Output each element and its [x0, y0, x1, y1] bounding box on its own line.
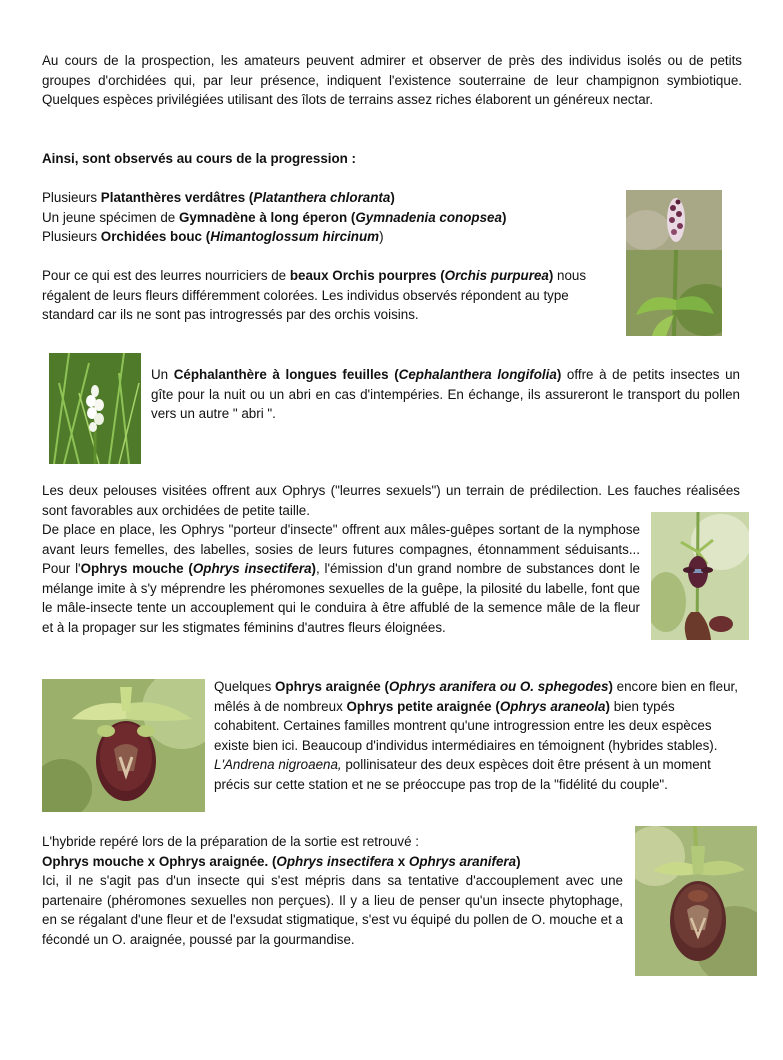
hybride-title: Ophrys mouche x Ophrys araignée. (Ophrys insectifera x Ophrys aranifera)	[42, 853, 521, 869]
ophrys-hybride-photo	[635, 826, 757, 976]
list-item: Un jeune spécimen de Gymnadène à long éperon (Gymnadenia conopsea)	[42, 209, 507, 225]
hybride-section	[42, 832, 623, 950]
purpurea-paragraph: Pour ce qui est des leurres nourriciers de beaux Orchis pourpres (Orchis purpurea) nous régalent de leurs fleurs différemment colorées. Les individus observés répondent au type standard car ils ne sont pas introgressés par des orchis voisins.	[42, 268, 587, 323]
ophrys-intro-paragraph: Les deux pelouses visitées offrent aux Ophrys ("leurres sexuels") un terrain de prédilection. Les fauches réalisées sont favorables aux orchidées de petite taille.	[42, 483, 740, 518]
species-list	[42, 188, 612, 247]
ophrys-mouche-paragraph: De place en place, les Ophrys "porteur d'insecte" offrent aux mâles-guêpes sortant de la nymphose avant leurs femelles, des labelles, sosies de leurs futures compagnes, étonnamment séduisants... Pour l'Ophrys mouche (Ophrys insectifera), l'émission d'un grand nombre de substances dont le mélange imite à s'y méprendre les phéromones sexuelles de la guêpe, la pilosité du labelle, font que le mâle-insecte tente un accouplement qui le conduira à être affublé de la semence mâle de la fleur et à la propager sur les stigmates féminins d'autres fleurs éloignées.	[42, 522, 640, 635]
cephalanthera-photo	[49, 353, 141, 464]
hybride-intro-line: L'hybride repéré lors de la préparation de la sortie est retrouvé :	[42, 834, 419, 849]
orchis-purpurea-photo	[626, 190, 722, 336]
list-item: Plusieurs Platanthères verdâtres (Platanthera chloranta)	[42, 190, 395, 205]
ophrys-araignee-photo	[42, 679, 205, 812]
ophrys-araignee-paragraph: Quelques Ophrys araignée (Ophrys aranifera ou O. sphegodes) encore bien en fleur, mêlés à de nombreux Ophrys petite araignée (Ophrys araneola) bien typés cohabitent. Certaines familles montrent qu'une introgression entre les deux espèces existe bien ici. Beaucoup d'individus intermédiaires en témoignent (hybrides stables). L'Andrena nigroaena, pollinisateur des deux espèces doit être présent à un moment précis sur cette station et ne se préoccupe pas trop de la "fidélité du couple".	[214, 679, 738, 792]
intro-paragraph: Au cours de la prospection, les amateurs peuvent admirer et observer de près des individus isolés ou de petits groupes d'orchidées qui, par leur présence, indiquent l'existence souterraine de leur champignon symbiotique. Quelques espèces privilégiées utilisant des îlots de terrains assez riches élaborent un généreux nectar.	[42, 53, 742, 108]
hybride-body: Ici, il ne s'agit pas d'un insecte qui s'est mépris dans sa tentative d'accouplement avec une partenaire (phéromones sexuelles non perçues). Il y a lieu de penser qu'un insecte phytophage, en se régalant d'une fleur et de l'exsudat stigmatique, s'est vu équipé du pollen de O. mouche et a fécondé un O. araignée, poussé par la gourmandise.	[42, 873, 623, 947]
cephalanthera-paragraph: Un Céphalanthère à longues feuilles (Cephalanthera longifolia) offre à de petits insectes un gîte pour la nuit ou un abri en cas d'intempéries. En échange, ils assureront le transport du pollen vers un autre " abri ".	[151, 367, 740, 422]
observed-heading: Ainsi, sont observés au cours de la progression :	[42, 151, 357, 166]
list-item: Plusieurs Orchidées bouc (Himantoglossum hircinum)	[42, 229, 384, 245]
ophrys-mouche-photo	[651, 512, 749, 640]
